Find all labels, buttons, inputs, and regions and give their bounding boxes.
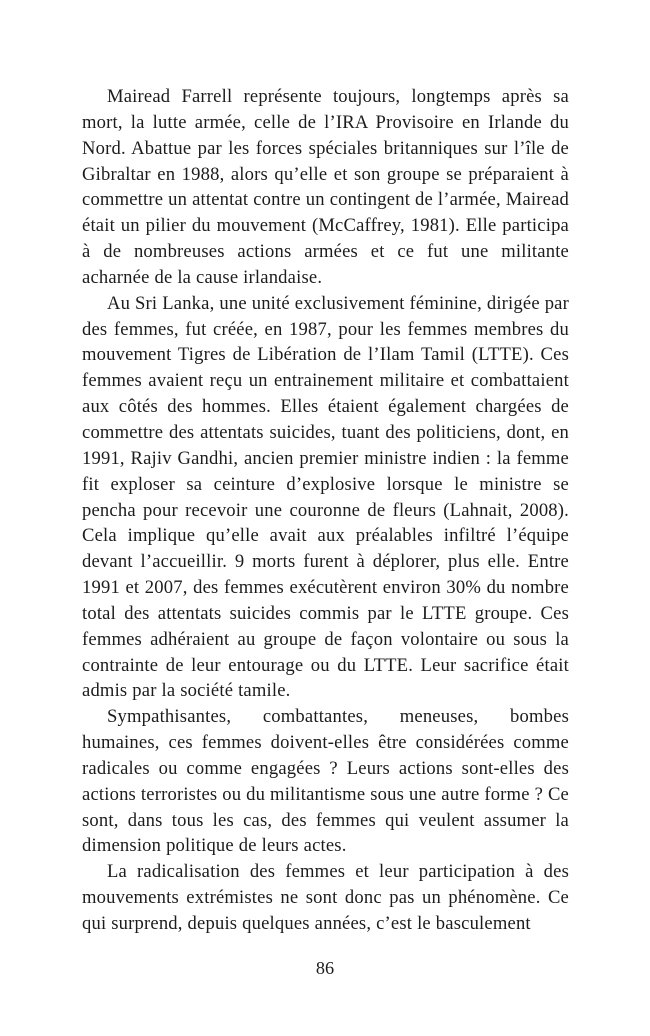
body-text-column [82,84,569,937]
paragraph-1: Mairead Farrell représente toujours, longtemps après sa mort, la lutte armée, celle de l’IRA Provisoire en Irlande du Nord. Abattue par les forces spéciales britanniques sur l’île de Gibraltar en 1988, alors qu’elle et son groupe se préparaient à commettre un attentat contre un contingent de l’armée, Mairead était un pilier du mouvement (McCaffrey, 1981). Elle participa à de nombreuses actions armées et ce fut une militante acharnée de la cause irlandaise. [82,86,569,288]
paragraph-3: Sympathisantes, combattantes, meneuses, bombes humaines, ces femmes doivent-elles être considérées comme radicales ou comme engagées ? Leurs actions sont-elles des actions terroristes ou du militantisme sous une autre forme ? Ce sont, dans tous les cas, des femmes qui veulent assumer la dimension politique de leurs actes. [82,706,569,857]
paragraph-2: Au Sri Lanka, une unité exclusivement féminine, dirigée par des femmes, fut créée, en 1987, pour les femmes membres du mouvement Tigres de Libération de l’Ilam Tamil (LTTE). Ces femmes avaient reçu un entrainement militaire et combattaient aux côtés des hommes. Elles étaient également chargées de commettre des attentats suicides, tuant des politiciens, dont, en 1991, Rajiv Gandhi, ancien premier ministre indien : la femme fit exploser sa ceinture d’explosive lorsque le ministre se pencha pour recevoir une couronne de fleurs (Lahnait, 2008). Cela implique qu’elle avait aux préalables infiltré l’équipe devant l’accueillir. 9 morts furent à déplorer, plus elle. Entre 1991 et 2007, des femmes exécutèrent environ 30% du nombre total des attentats suicides commis par le LTTE groupe. Ces femmes adhéraient au groupe de façon volontaire ou sous la contrainte de leur entourage ou du LTTE. Leur sacrifice était admis par la société tamile. [82,292,569,702]
page-number: 86 [315,958,335,978]
paragraph-4: La radicalisation des femmes et leur participation à des mouvements extrémistes ne sont donc pas un phénomène. Ce qui surprend, depuis quelques années, c’est le basculement [82,861,569,934]
